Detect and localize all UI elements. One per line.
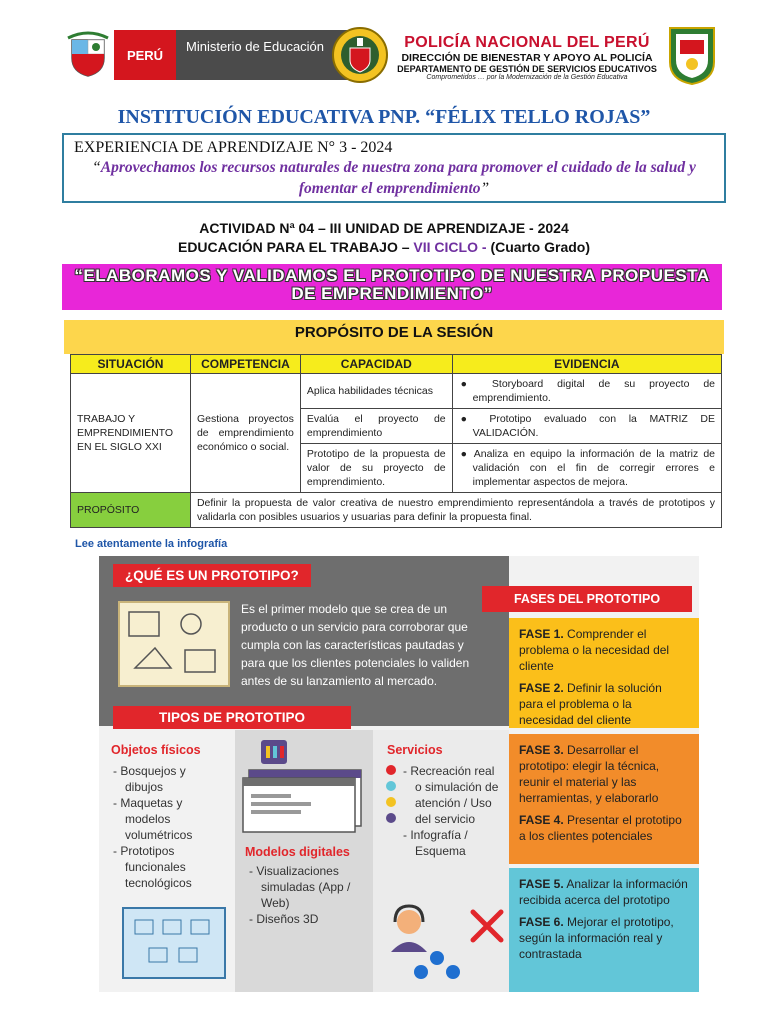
phases-3-4 [509, 734, 699, 864]
institution-title: INSTITUCIÓN EDUCATIVA PNP. “FÉLIX TELLO ROJAS” [117, 106, 651, 128]
bullet: ● [460, 448, 470, 460]
capacidad-cell: Prototipo de la propuesta de valor de su proyecto de emprendimiento. [300, 444, 452, 493]
evidencia-text: Storyboard digital de su proyecto de emprendimiento. [472, 378, 715, 404]
phase-item: FASE 6. Mejorar el prototipo, según la información real y contrastada [519, 915, 674, 961]
phase-item: FASE 5. Analizar la información recibida acerca del prototipo [519, 877, 688, 907]
session-table [70, 354, 722, 528]
experience-title [74, 157, 714, 199]
proposito-label-cell: PROPÓSITO [71, 493, 191, 528]
evidencia-cell [452, 374, 721, 409]
types-title: TIPOS DE PROTOTIPO [113, 706, 351, 729]
physical-list [113, 763, 225, 891]
phase-item: FASE 2. Definir la solución para el problema o la necesidad del cliente [519, 681, 662, 727]
physical-title: Objetos físicos [111, 743, 201, 757]
bullet: ● [460, 378, 478, 390]
read-instruction: Lee atentamente la infografía [75, 538, 228, 550]
list-item: - Maquetas y modelos volumétricos [113, 796, 193, 842]
sketch-collage-icon [115, 598, 233, 690]
services-list [403, 763, 503, 859]
pnp-subtitle-1: DIRECCIÓN DE BIENESTAR Y APOYO AL POLICÍA [401, 52, 653, 64]
list-item: - Visualizaciones simuladas (App / Web) [249, 864, 351, 910]
dots-grid-icon [383, 762, 399, 834]
phases-1-2 [509, 618, 699, 728]
table-header-row [71, 355, 722, 374]
what-description: Es el primer modelo que se crea de un producto o un servicio para corroborar que cumpla con las características pautadas y para que los clientes potenciales lo validen antes de su lanzamiento al mercado. [241, 602, 470, 688]
pnp-subtitle-2: DEPARTAMENTO DE GESTIÓN DE SERVICIOS EDUCATIVOS [397, 64, 657, 74]
pnp-badge-icon [332, 24, 388, 86]
palette-icon [259, 738, 289, 766]
pnp-heading [392, 34, 662, 81]
digital-list [249, 863, 367, 927]
list-item: - Recreación real o simulación de atención / Uso del servicio [403, 764, 499, 826]
list-item: - Bosquejos y dibujos [113, 764, 186, 794]
situacion-cell: TRABAJO Y EMPRENDIMIENTO EN EL SIGLO XXI [71, 374, 191, 493]
close-quote: ” [480, 180, 490, 197]
header-competencia: COMPETENCIA [190, 355, 300, 374]
competencia-cell: Gestiona proyectos de emprendimiento económico o social. [190, 374, 300, 493]
pnp-motto: Comprometidos … por la Modernización de la Gestión Educativa [426, 74, 628, 81]
table-row [71, 374, 722, 409]
phases-5-6 [509, 868, 699, 992]
evidencia-cell [452, 409, 721, 444]
peru-label-block [114, 30, 176, 80]
support-team-icon [383, 902, 509, 986]
prototype-infographic [99, 556, 699, 992]
peru-coat-of-arms-icon [66, 30, 110, 78]
activity-course: EDUCACIÓN PARA EL TRABAJO – [177, 239, 410, 255]
activity-heading [0, 219, 768, 257]
ministry-logo [114, 30, 362, 80]
pnp-title: POLICÍA NACIONAL DEL PERÚ [404, 34, 650, 51]
experience-number: EXPERIENCIA DE APRENDIZAJE N° 3 - 2024 [74, 139, 393, 156]
activity-cycle: VII CICLO - [413, 239, 487, 255]
list-item: - Diseños 3D [249, 912, 319, 926]
list-item: - Infografía / Esquema [403, 828, 468, 858]
list-item: - Prototipos funcionales tecnológicos [113, 844, 192, 890]
experience-box [62, 133, 726, 203]
experience-title-text: Aprovechamos los recursos naturales de nuestra zona para promover el cuidado de la salud y fomentar el emprendimiento [100, 159, 696, 197]
activity-line-2 [0, 238, 768, 257]
bullet: ● [460, 413, 477, 425]
header-capacidad: CAPACIDAD [300, 355, 452, 374]
phases-title: FASES DEL PROTOTIPO [482, 586, 692, 612]
services-title: Servicios [387, 743, 443, 757]
capacidad-cell: Aplica habilidades técnicas [300, 374, 452, 409]
peru-label: PERÚ [126, 47, 164, 63]
session-title-banner: “ELABORAMOS Y VALIDAMOS EL PROTOTIPO DE NUESTRA PROPUESTA DE EMPRENDIMIENTO” [62, 264, 722, 310]
proposito-heading: PROPÓSITO DE LA SESIÓN [64, 320, 724, 354]
proposito-text-cell: Definir la propuesta de valor creativa de nuestro emprendimiento representándola a través de prototipos y validarla con posibles usuarios y usuarias para definir la propuesta final. [190, 493, 721, 528]
evidencia-text: Prototipo evaluado con la MATRIZ DE VALIDACIÓN. [472, 413, 716, 439]
activity-grade: (Cuarto Grado) [490, 239, 590, 255]
header-situacion: SITUACIÓN [71, 355, 191, 374]
blueprint-icon [119, 902, 229, 982]
activity-line-1: ACTIVIDAD Nª 04 – III UNIDAD DE APRENDIZAJE - 2024 [199, 220, 569, 236]
ministry-name: Ministerio de Educación [176, 30, 362, 80]
phase-item: FASE 1. Comprender el problema o la necesidad del cliente [519, 627, 670, 673]
digital-title: Modelos digitales [245, 845, 350, 859]
header-evidencia: EVIDENCIA [452, 355, 721, 374]
evidencia-cell [452, 444, 721, 493]
phase-item: FASE 4. Presentar el prototipo a los clientes potenciales [519, 813, 682, 843]
capacidad-cell: Evalúa el proyecto de emprendimiento [300, 409, 452, 444]
browser-windows-icon [239, 766, 369, 836]
school-badge-icon [666, 24, 718, 86]
open-quote: “ [92, 159, 101, 176]
page-header [66, 24, 716, 88]
what-title: ¿QUÉ ES UN PROTOTIPO? [113, 564, 311, 587]
table-row [71, 493, 722, 528]
phase-item: FASE 3. Desarrollar el prototipo: elegir la técnica, reunir el material y las herramientas, y elaborarlo [519, 743, 660, 805]
evidencia-text: Analiza en equipo la información de la matriz de validación con el fin de corregir errores e implementar aspectos de mejora. [472, 448, 716, 488]
